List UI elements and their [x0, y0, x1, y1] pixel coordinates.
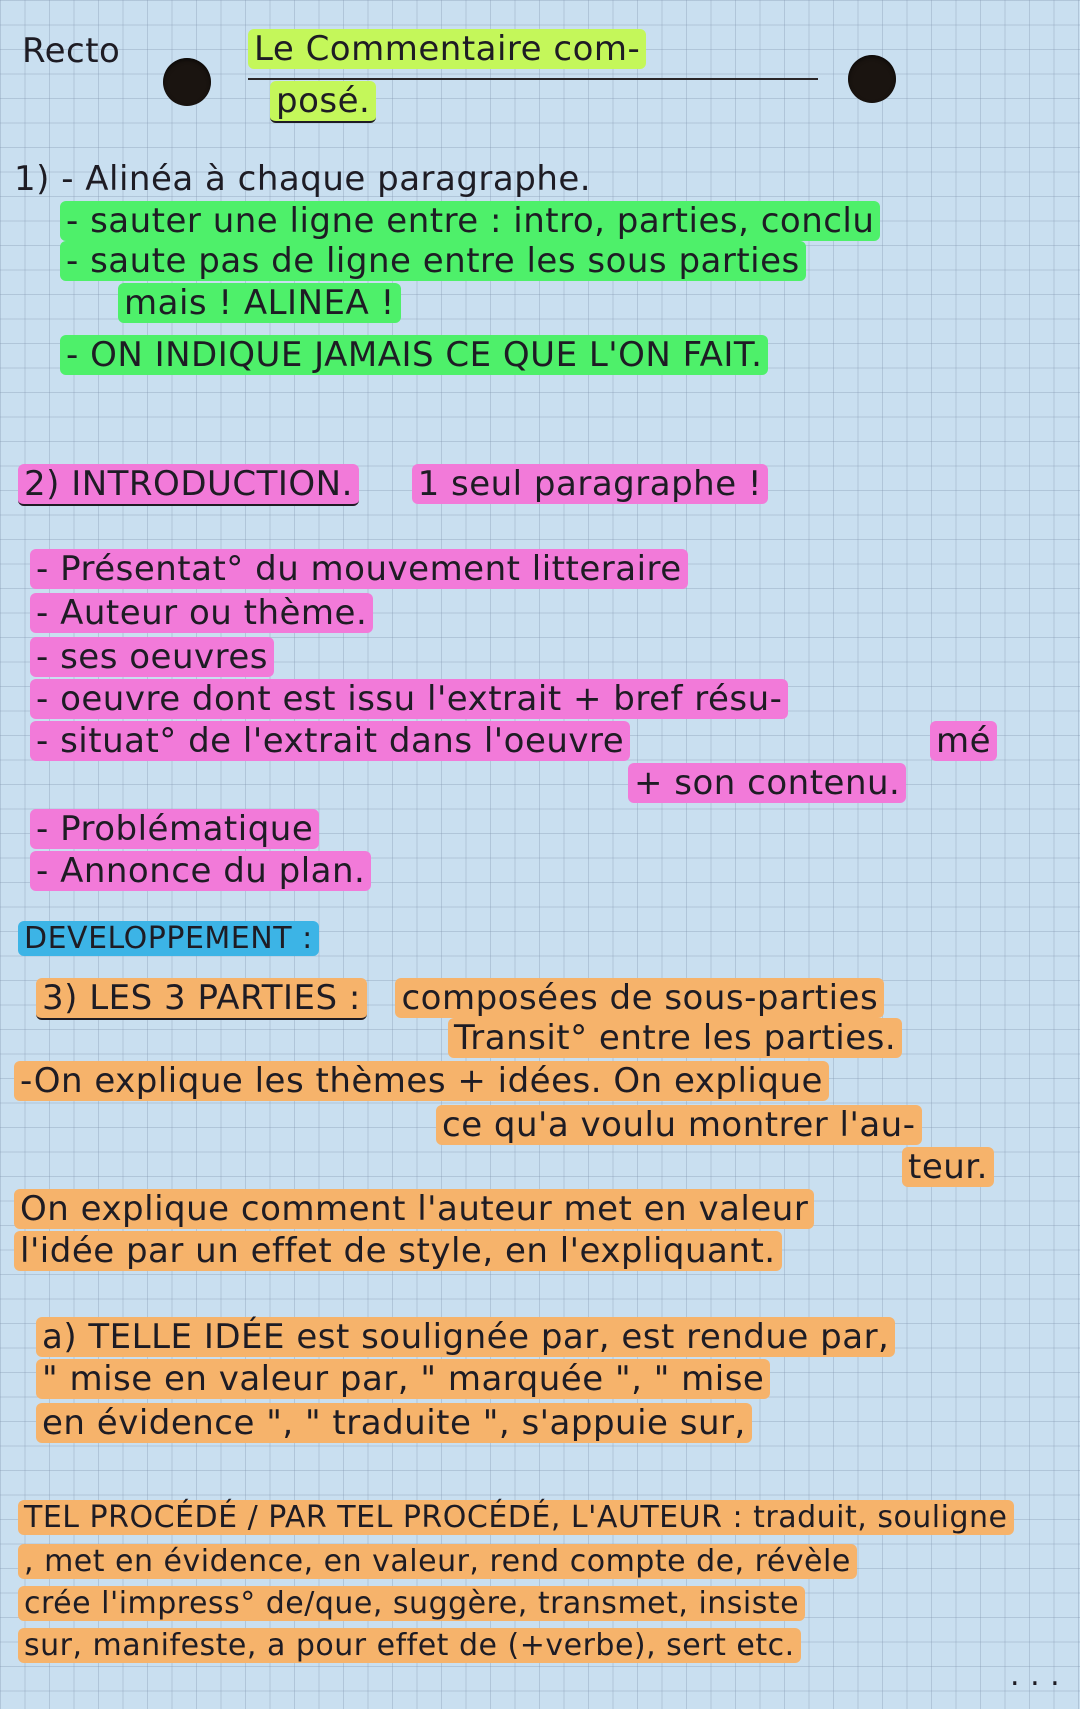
- title-line-2: posé.: [270, 81, 376, 123]
- development-heading: DEVELOPPEMENT :: [18, 921, 319, 956]
- st-line-1-text: TEL PROCÉDÉ / PAR TEL PROCÉDÉ, L'AUTEUR : traduit, souligne: [18, 1500, 1014, 1535]
- s1-line-5-text: - ON INDIQUE JAMAIS CE QUE L'ON FAIT.: [60, 335, 768, 375]
- s2-line-4-text: - oeuvre dont est issu l'extrait + bref résu-: [30, 679, 788, 719]
- page-side-label: Recto: [22, 31, 121, 71]
- s3-line-5-text: teur.: [902, 1147, 994, 1187]
- s3-line-6: [14, 1188, 814, 1230]
- s2-line-7-text: - Problématique: [30, 809, 319, 849]
- s3-heading: 3) LES 3 PARTIES :: [36, 978, 367, 1020]
- s2-line-6: [628, 762, 906, 804]
- s2-line-8-text: - Annonce du plan.: [30, 851, 371, 891]
- s1-line-1: [14, 158, 591, 200]
- s1-line-4: [118, 282, 401, 324]
- s2-line-2-text: - Auteur ou thème.: [30, 593, 373, 633]
- s3-line-7-text: l'idée par un effet de style, en l'expliquant.: [14, 1231, 782, 1271]
- s3-line-4: [436, 1104, 922, 1146]
- s2-line-5-end-text: mé: [930, 721, 997, 761]
- st-line-2-text: , met en évidence, en valeur, rend compte de, révèle: [18, 1544, 857, 1579]
- s2-note: 1 seul paragraphe !: [412, 464, 769, 504]
- page-title: [248, 28, 646, 70]
- s2-line-4: [30, 678, 788, 720]
- s1-line-4-text: mais ! ALINEA !: [118, 283, 401, 323]
- s2-line-8: [30, 850, 371, 892]
- s1-line-3: [60, 240, 806, 282]
- s3-line-7: [14, 1230, 782, 1272]
- s2-line-5: [30, 720, 630, 762]
- sa-line-1: [36, 1316, 895, 1358]
- s2-line-1: [30, 548, 688, 590]
- s2-line-1-text: - Présentat° du mouvement litteraire: [30, 549, 688, 589]
- st-line-1: [18, 1497, 1014, 1539]
- st-line-4-text: sur, manifeste, a pour effet de (+verbe), sert etc.: [18, 1628, 801, 1663]
- s2-heading: 2) INTRODUCTION.: [18, 464, 359, 506]
- sa-line-2-text: " mise en valeur par, " marquée ", " mise: [36, 1359, 770, 1399]
- sa-line-3-text: en évidence ", " traduite ", s'appuie sur,: [36, 1403, 752, 1443]
- title-line-1: Le Commentaire com-: [248, 29, 646, 69]
- sa-line-3: [36, 1402, 752, 1444]
- punch-hole-right: [848, 55, 896, 103]
- s1-line-2: [60, 200, 880, 242]
- s2-line-2: [30, 592, 373, 634]
- sa-line-1-text: a) TELLE IDÉE est soulignée par, est rendue par,: [36, 1317, 895, 1357]
- s1-line-3-text: - saute pas de ligne entre les sous parties: [60, 241, 806, 281]
- s1-line-2-text: - sauter une ligne entre : intro, parties, conclu: [60, 201, 880, 241]
- s3-line-3: [14, 1060, 829, 1102]
- s3-line-5: [902, 1146, 994, 1188]
- s2-line-5-text: - situat° de l'extrait dans l'oeuvre: [30, 721, 630, 761]
- s2-line-7: [30, 808, 319, 850]
- st-line-4: [18, 1625, 801, 1667]
- s2-line-3-text: - ses oeuvres: [30, 637, 274, 677]
- s2-line-3: [30, 636, 274, 678]
- punch-hole-left: [163, 58, 211, 106]
- s1-line-5: [60, 334, 768, 376]
- s1-line-1-text: 1) - Alinéa à chaque paragraphe.: [14, 159, 592, 199]
- development-heading-line: [18, 918, 319, 960]
- s3-line-4-text: ce qu'a voulu montrer l'au-: [436, 1105, 922, 1145]
- st-line-3-text: crée l'impress° de/que, suggère, transmet, insiste: [18, 1586, 805, 1621]
- s3-line-2: [448, 1017, 902, 1059]
- s2-line-5-end: [930, 720, 997, 762]
- s3-heading-line: [36, 977, 884, 1019]
- s2-heading-line: [18, 463, 768, 505]
- s3-line-6-text: On explique comment l'auteur met en valeur: [14, 1189, 814, 1229]
- s3-line-1-text: composées de sous-parties: [395, 978, 884, 1018]
- page-title-continued: [270, 80, 376, 122]
- continuation-dots: . . .: [1010, 1658, 1061, 1693]
- s3-line-3-text: -On explique les thèmes + idées. On explique: [14, 1061, 829, 1101]
- sa-line-2: [36, 1358, 770, 1400]
- s3-line-2-text: Transit° entre les parties.: [448, 1018, 902, 1058]
- s2-line-6-text: + son contenu.: [628, 763, 906, 803]
- st-line-3: [18, 1583, 805, 1625]
- st-line-2: [18, 1541, 857, 1583]
